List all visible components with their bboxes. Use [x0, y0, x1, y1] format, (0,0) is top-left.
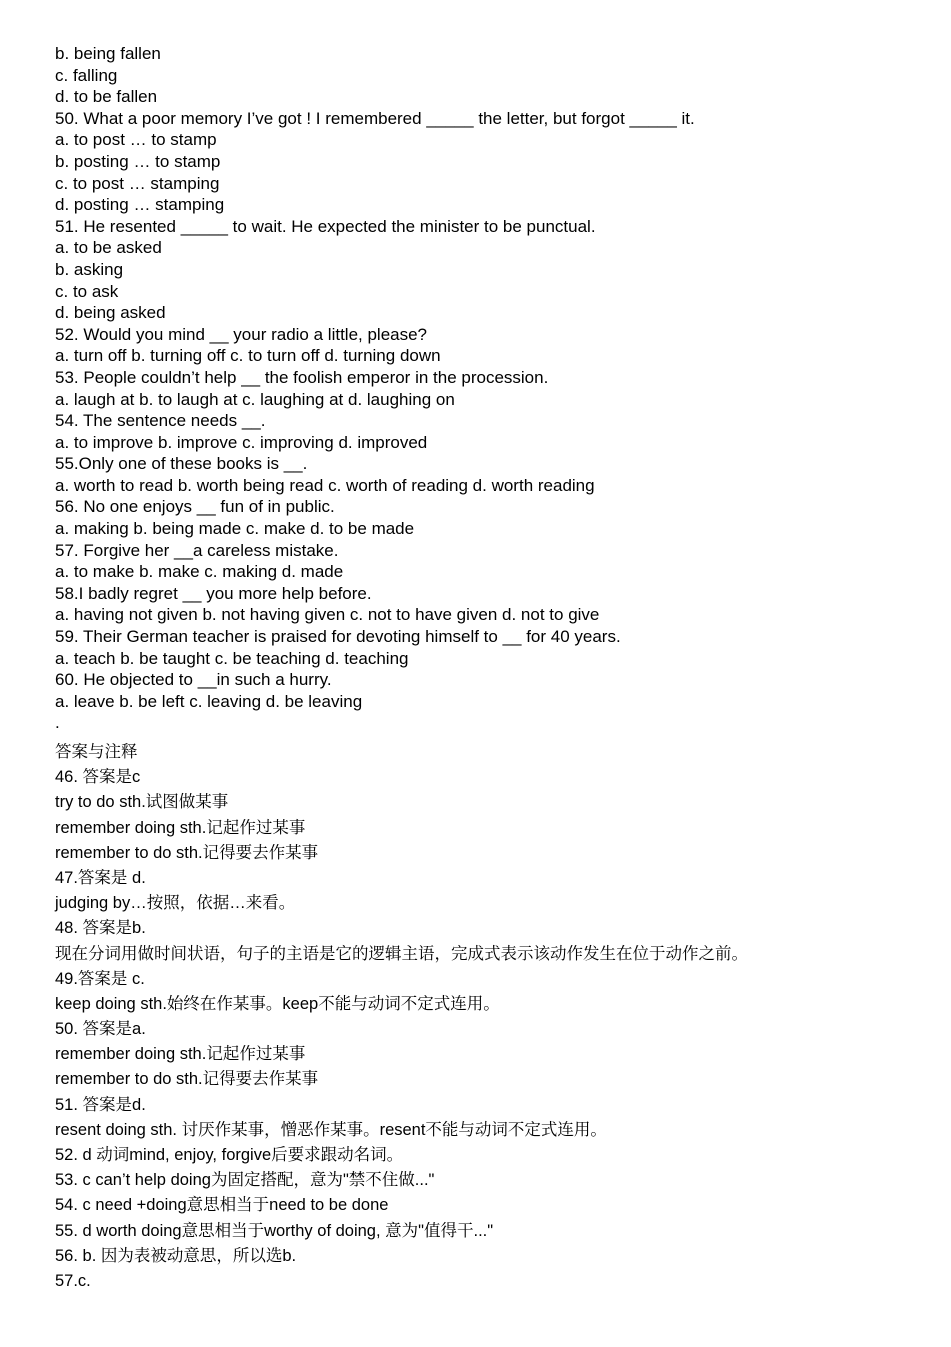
answer-line: remember doing sth.记起作过某事 [55, 1045, 306, 1064]
question-line: a. leave b. be left c. leaving d. be leaving [55, 691, 363, 711]
answer-line: remember doing sth.记起作过某事 [55, 818, 306, 837]
question-line: a. making b. being made c. make d. to be made [55, 519, 415, 539]
questions-section [55, 43, 935, 734]
question-line: b. asking [55, 259, 124, 279]
answer-line: 52. d 动词mind, enjoy, forgive后要求跟动名词。 [55, 1146, 404, 1164]
answer-line: 50. 答案是a. [55, 1020, 146, 1039]
answer-line: 55. d worth doing意思相当于worthy of doing, 意为"值得干..." [55, 1221, 494, 1240]
question-line: 58.I badly regret __ you more help before. [55, 583, 372, 603]
question-line: a. worth to read b. worth being read c. worth of reading d. worth reading [55, 475, 595, 495]
question-line: a. laugh at b. to laugh at c. laughing at d. laughing on [55, 389, 455, 409]
question-line: d. being asked [55, 303, 166, 323]
answer-line: judging by…按照，依据…来看。 [55, 894, 296, 913]
answer-line: resent doing sth. 讨厌作某事，憎恶作某事。resent不能与动词不定式连用。 [55, 1120, 607, 1139]
question-line: a. turn off b. turning off c. to turn off d. turning down [55, 346, 441, 366]
answer-line: 答案与注释 [55, 743, 138, 761]
answer-line: 56. b. 因为表被动意思，所以选b. [55, 1246, 297, 1265]
question-line: c. falling [55, 65, 118, 85]
question-line: 55.Only one of these books is __. [55, 454, 308, 474]
question-line: 53. People couldn’t help __ the foolish emperor in the procession. [55, 367, 549, 387]
question-line: a. to post … to stamp [55, 130, 217, 150]
question-line: 59. Their German teacher is praised for devoting himself to __ for 40 years. [55, 627, 621, 647]
question-line: a. teach b. be taught c. be teaching d. teaching [55, 648, 409, 668]
question-line: a. to improve b. improve c. improving d. improved [55, 432, 428, 452]
answer-line: remember to do sth.记得要去作某事 [55, 1070, 319, 1089]
question-line: b. being fallen [55, 44, 161, 63]
answer-line: 46. 答案是c [55, 768, 141, 787]
answer-line: 49.答案是 c. [55, 969, 145, 988]
question-line: 52. Would you mind __ your radio a little, please? [55, 324, 428, 344]
question-line: 60. He objected to __in such a hurry. [55, 670, 332, 690]
question-line: c. to ask [55, 281, 119, 301]
answer-line: 51. 答案是d. [55, 1095, 146, 1114]
answer-line: 47.答案是 d. [55, 868, 146, 887]
question-line: 51. He resented _____ to wait. He expected the minister to be punctual. [55, 216, 596, 236]
question-line: a. to make b. make c. making d. made [55, 562, 344, 582]
answer-line: 48. 答案是b. [55, 919, 146, 938]
question-line: d. to be fallen [55, 87, 158, 107]
question-line: . [55, 713, 60, 733]
question-line: a. to be asked [55, 238, 162, 258]
answer-line: try to do sth.试图做某事 [55, 793, 229, 812]
answer-line: 54. c need +doing意思相当于need to be done [55, 1196, 389, 1215]
question-line: 56. No one enjoys __ fun of in public. [55, 497, 335, 517]
document-page [55, 43, 935, 1294]
question-line: 54. The sentence needs __. [55, 411, 266, 431]
answer-line: 现在分词用做时间状语，句子的主语是它的逻辑主语，完成式表示该动作发生在位于动作之前。 [55, 944, 748, 963]
question-line: c. to post … stamping [55, 173, 220, 193]
question-line: 50. What a poor memory I’ve got ! I remembered _____ the letter, but forgot _____ it. [55, 108, 695, 128]
question-line: d. posting … stamping [55, 195, 225, 215]
answer-line: 57.c. [55, 1271, 91, 1290]
question-line: 57. Forgive her __a careless mistake. [55, 540, 339, 560]
answer-line: keep doing sth.始终在作某事。keep不能与动词不定式连用。 [55, 994, 500, 1013]
answer-line: remember to do sth.记得要去作某事 [55, 843, 319, 862]
answer-line: 53. c can’t help doing为固定搭配，意为"禁不住做..." [55, 1171, 435, 1190]
question-line: b. posting … to stamp [55, 151, 221, 171]
answers-section [55, 740, 935, 1294]
question-line: a. having not given b. not having given c. not to have given d. not to give [55, 605, 600, 625]
